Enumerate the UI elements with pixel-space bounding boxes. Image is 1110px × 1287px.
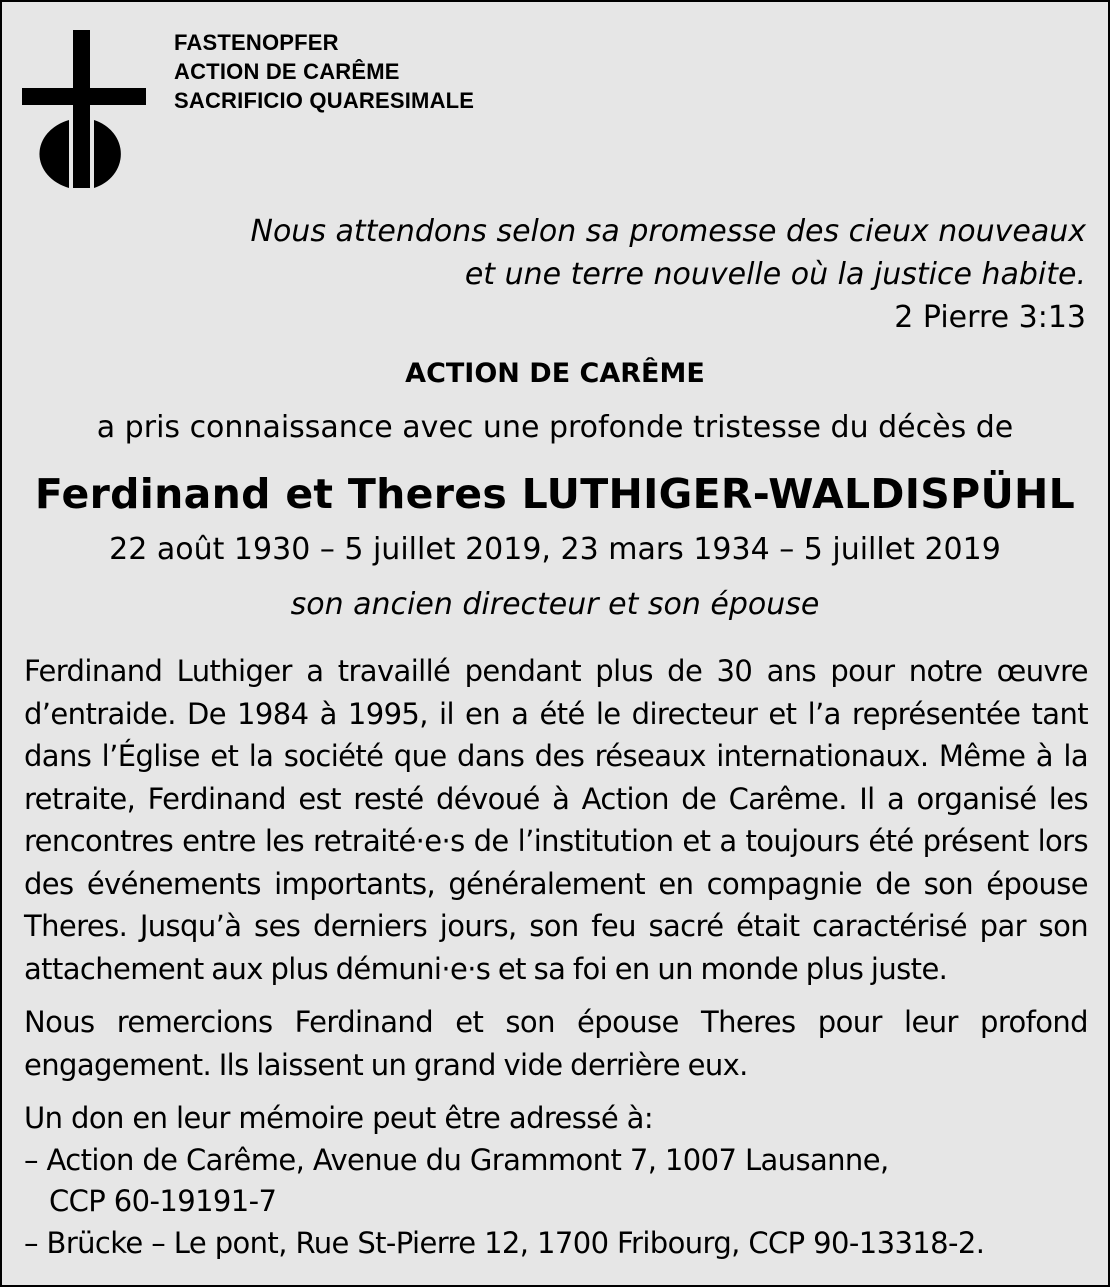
life-dates: 22 août 1930 – 5 juillet 2019, 23 mars 1934 – 5 juillet 2019	[109, 532, 1001, 567]
body-text	[24, 650, 1088, 1086]
quote-reference: 2 Pierre 3:13	[894, 300, 1086, 335]
quote-line-2: et une terre nouvelle où la justice habite.	[464, 257, 1086, 292]
cross-globe-logo-icon	[22, 30, 146, 188]
body-paragraph-1: Ferdinand Luthiger a travaillé pendant plus de 30 ans pour notre œuvre d’entraide. De 1984 à 1995, il en a été le directeur et l’a représentée tant dans l’Église et la société que dans des réseaux internationaux. Même à la retraite, Ferdinand est resté dévoué à Action de Carême. Il a organisé les rencontres entre les retraité·e·s de l’institution et a toujours été présent lors des événements importants, généralement en compagnie de son épouse Theres. Jusqu’à ses derniers jours, son feu sacré était caractérisé par son attachement aux plus démuni·e·s et sa foi en un monde plus juste.	[24, 654, 1088, 986]
bible-quote	[251, 210, 1086, 339]
donation-address-1: – Action de Carême, Avenue du Grammont 7, 1007 Lausanne,	[24, 1142, 889, 1177]
org-name-french: ACTION DE CARÊME	[174, 59, 400, 84]
donation-info	[24, 1098, 1088, 1264]
organization-heading: ACTION DE CARÊME	[405, 358, 705, 389]
body-paragraph-2: Nous remercions Ferdinand et son épouse Theres pour leur profond engagement. Ils laissent un grand vide derrière eux.	[24, 1005, 1088, 1082]
org-name-german: FASTENOPFER	[174, 30, 339, 55]
donation-account-1: CCP 60-19191-7	[49, 1184, 277, 1218]
role-description: son ancien directeur et son épouse	[290, 587, 820, 622]
quote-line-1: Nous attendons selon sa promesse des cieux nouveaux	[250, 214, 1086, 249]
donation-intro: Un don en leur mémoire peut être adressé à:	[24, 1101, 654, 1135]
donation-address-2: – Brücke – Le pont, Rue St-Pierre 12, 1700 Fribourg, CCP 90-13318-2.	[24, 1225, 985, 1260]
intro-text: a pris connaissance avec une profonde tristesse du décès de	[96, 410, 1014, 445]
org-name-italian: SACRIFICIO QUARESIMALE	[174, 88, 475, 113]
organization-names	[174, 28, 474, 115]
deceased-names: Ferdinand et Theres LUTHIGER-WALDISPÜHL	[34, 470, 1076, 518]
